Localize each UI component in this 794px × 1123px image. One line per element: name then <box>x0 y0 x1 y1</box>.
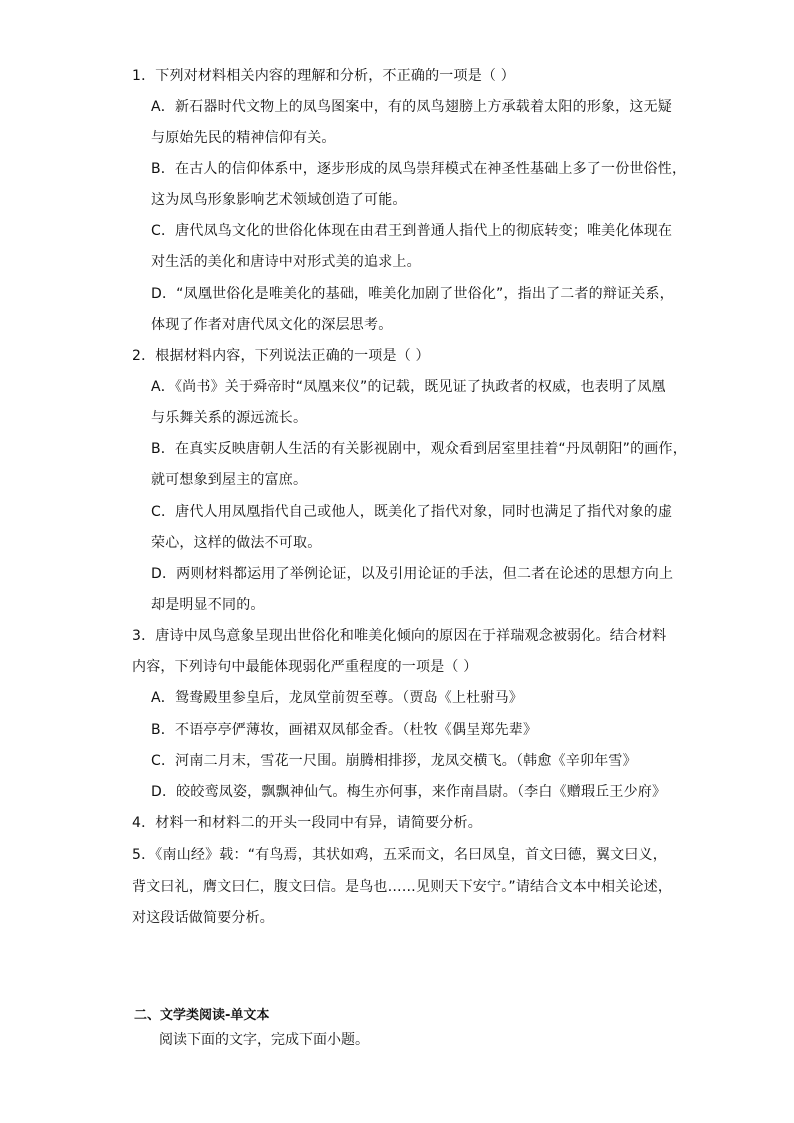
question-1-option-c-line2: 对生活的美化和唐诗中对形式美的追求上。 <box>151 254 421 270</box>
question-5-line3: 对这段话做简要分析。 <box>132 910 274 926</box>
question-1-stem: 1．下列对材料相关内容的理解和分析，不正确的一项是（ ） <box>132 68 515 84</box>
question-1-option-b-line2: 这为凤鸟形象影响艺术领域创造了可能。 <box>151 192 407 208</box>
question-5-line1: 5．《南山经》载：“有鸟焉，其状如鸡，五采而文，名曰凤皇，首文曰德，翼文曰义， <box>132 847 667 863</box>
question-3-option-b: B．不语亭亭俨薄妆，画裙双凤郁金香。（杜牧《偶呈郑先辈》 <box>151 722 538 738</box>
question-4-stem: 4．材料一和材料二的开头一段同中有异，请简要分析。 <box>132 815 482 831</box>
question-2-option-d-line2: 却是明显不同的。 <box>151 597 265 613</box>
question-1-option-b-line1: B．在古人的信仰体系中，逐步形成的凤鸟崇拜模式在神圣性基础上多了一份世俗性， <box>151 161 687 177</box>
question-3-option-c: C．河南二月末，雪花一尺围。崩腾相排拶，龙凤交横飞。（韩愈《辛卯年雪》 <box>151 753 637 769</box>
question-1-option-a-line1: A．新石器时代文物上的凤鸟图案中，有的凤鸟翅膀上方承载着太阳的形象，这无疑 <box>151 99 672 115</box>
question-2-option-d-line1: D．两则材料都运用了举例论证，以及引用论证的手法，但二者在论述的思想方向上 <box>151 566 674 582</box>
question-5-line2: 背文曰礼，膺文曰仁，腹文曰信。是鸟也……见则天下安宁。”请结合文本中相关论述， <box>132 879 673 895</box>
question-1-option-d-line1: D．“凤凰世俗化是唯美化的基础，唯美化加剧了世俗化”，指出了二者的辩证关系， <box>151 286 674 302</box>
question-2-option-c-line2: 荣心，这样的做法不可取。 <box>151 535 322 551</box>
section-2-title: 二、文学类阅读-单文本 <box>134 1008 270 1023</box>
section-2-instruction: 阅读下面的文字，完成下面小题。 <box>159 1032 369 1048</box>
question-1-option-d-line2: 体现了作者对唐代凤文化的深层思考。 <box>151 317 393 333</box>
question-3-stem-line1: 3．唐诗中凤鸟意象呈现出世俗化和唯美化倾向的原因在于祥瑞观念被弱化。结合材料 <box>132 628 667 644</box>
question-2-option-c-line1: C．唐代人用凤凰指代自己或他人，既美化了指代对象，同时也满足了指代对象的虚 <box>151 504 673 520</box>
question-2-option-a-line1: A．《尚书》关于舜帝时“凤凰来仪”的记载，既见证了执政者的权威，也表明了凤凰 <box>151 379 666 395</box>
question-3-option-d: D．皎皎鸾凤姿，飘飘神仙气。梅生亦何事，来作南昌尉。（李白《赠瑕丘王少府》 <box>151 784 667 800</box>
question-3-option-a: A．鸳鸯殿里参皇后，龙凤堂前贺至尊。（贾岛《上杜驸马》 <box>151 690 523 706</box>
question-2-option-b-line2: 就可想象到屋主的富庶。 <box>151 472 308 488</box>
question-2-stem: 2．根据材料内容，下列说法正确的一项是（ ） <box>132 348 430 364</box>
question-2-option-a-line2: 与乐舞关系的源远流长。 <box>151 410 308 426</box>
question-1-option-c-line1: C．唐代凤鸟文化的世俗化体现在由君王到普通人指代上的彻底转变；唯美化体现在 <box>151 223 673 239</box>
question-2-option-b-line1: B．在真实反映唐朝人生活的有关影视剧中，观众看到居室里挂着“丹凤朝阳”的画作， <box>151 441 687 457</box>
question-1-option-a-line2: 与原始先民的精神信仰有关。 <box>151 130 336 146</box>
question-3-stem-line2: 内容，下列诗句中最能体现弱化严重程度的一项是（ ） <box>132 659 478 675</box>
